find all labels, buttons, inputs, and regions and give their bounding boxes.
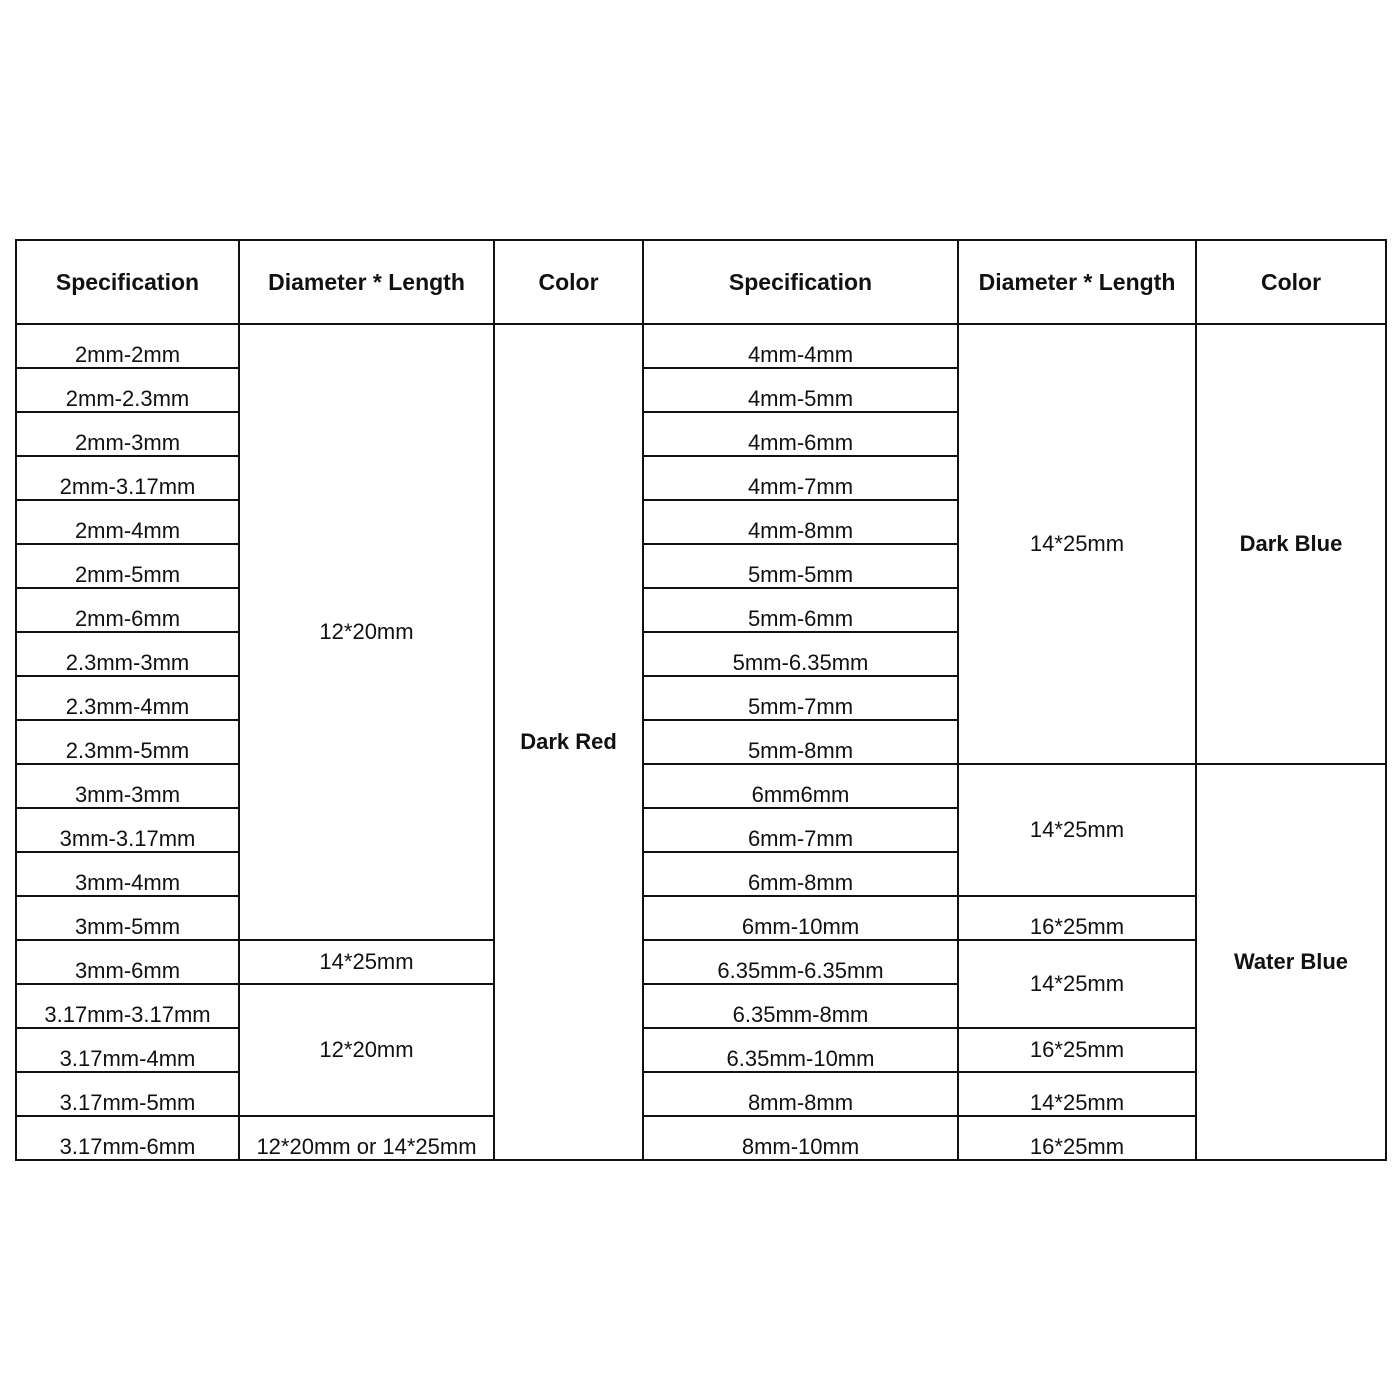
- diameter-length-right: 14*25mm: [958, 324, 1196, 764]
- spec-right: 5mm-8mm: [643, 720, 958, 764]
- spec-left: 3mm-4mm: [16, 852, 239, 896]
- spec-left: 3mm-3mm: [16, 764, 239, 808]
- header-specification-right: Specification: [643, 240, 958, 324]
- spec-right: 5mm-6mm: [643, 588, 958, 632]
- spec-right: 4mm-7mm: [643, 456, 958, 500]
- diameter-length-left: 12*20mm: [239, 324, 494, 940]
- spec-right: 5mm-6.35mm: [643, 632, 958, 676]
- spec-right: 6mm-10mm: [643, 896, 958, 940]
- header-diameter-length-left: Diameter * Length: [239, 240, 494, 324]
- diameter-length-left: 12*20mm or 14*25mm: [239, 1116, 494, 1160]
- spec-right: 5mm-7mm: [643, 676, 958, 720]
- diameter-length-right: 16*25mm: [958, 1028, 1196, 1072]
- table-row: [16, 940, 1386, 984]
- spec-left: 2.3mm-4mm: [16, 676, 239, 720]
- diameter-length-right: 16*25mm: [958, 1116, 1196, 1160]
- color-right: Water Blue: [1196, 764, 1386, 1160]
- spec-left: 3mm-5mm: [16, 896, 239, 940]
- header-specification-left: Specification: [16, 240, 239, 324]
- spec-right: 4mm-8mm: [643, 500, 958, 544]
- diameter-length-right: 14*25mm: [958, 1072, 1196, 1116]
- table-row: [16, 896, 1386, 940]
- spec-right: 4mm-4mm: [643, 324, 958, 368]
- spec-right: 6.35mm-6.35mm: [643, 940, 958, 984]
- spec-right: 6.35mm-8mm: [643, 984, 958, 1028]
- spec-left: 2mm-2mm: [16, 324, 239, 368]
- diameter-length-right: 16*25mm: [958, 896, 1196, 940]
- header-row: [16, 240, 1386, 324]
- spec-right: 6mm-8mm: [643, 852, 958, 896]
- table-row: [16, 1116, 1386, 1160]
- table-row: [16, 1028, 1386, 1072]
- diameter-length-right: 14*25mm: [958, 764, 1196, 896]
- spec-left: 2mm-6mm: [16, 588, 239, 632]
- diameter-length-left: 12*20mm: [239, 984, 494, 1116]
- spec-left: 3.17mm-4mm: [16, 1028, 239, 1072]
- spec-right: 4mm-5mm: [643, 368, 958, 412]
- specification-table: [15, 239, 1387, 1161]
- color-left: Dark Red: [494, 324, 643, 1160]
- spec-left: 3.17mm-6mm: [16, 1116, 239, 1160]
- spec-right: 6mm-7mm: [643, 808, 958, 852]
- color-right: Dark Blue: [1196, 324, 1386, 764]
- spec-left: 2mm-4mm: [16, 500, 239, 544]
- spec-left: 2mm-2.3mm: [16, 368, 239, 412]
- spec-left: 3mm-3.17mm: [16, 808, 239, 852]
- spec-right: 6mm6mm: [643, 764, 958, 808]
- header-diameter-length-right: Diameter * Length: [958, 240, 1196, 324]
- spec-left: 2mm-5mm: [16, 544, 239, 588]
- table-row: [16, 324, 1386, 368]
- header-color-left: Color: [494, 240, 643, 324]
- spec-right: 5mm-5mm: [643, 544, 958, 588]
- spec-left: 3.17mm-3.17mm: [16, 984, 239, 1028]
- spec-right: 8mm-8mm: [643, 1072, 958, 1116]
- spec-left: 2.3mm-5mm: [16, 720, 239, 764]
- spec-right: 4mm-6mm: [643, 412, 958, 456]
- spec-right: 6.35mm-10mm: [643, 1028, 958, 1072]
- spec-left: 3mm-6mm: [16, 940, 239, 984]
- spec-left: 2mm-3mm: [16, 412, 239, 456]
- spec-right: 8mm-10mm: [643, 1116, 958, 1160]
- spec-left: 2mm-3.17mm: [16, 456, 239, 500]
- spec-left: 3.17mm-5mm: [16, 1072, 239, 1116]
- diameter-length-left: 14*25mm: [239, 940, 494, 984]
- header-color-right: Color: [1196, 240, 1386, 324]
- table-row: [16, 1072, 1386, 1116]
- table-row: [16, 764, 1386, 808]
- diameter-length-right: 14*25mm: [958, 940, 1196, 1028]
- spec-left: 2.3mm-3mm: [16, 632, 239, 676]
